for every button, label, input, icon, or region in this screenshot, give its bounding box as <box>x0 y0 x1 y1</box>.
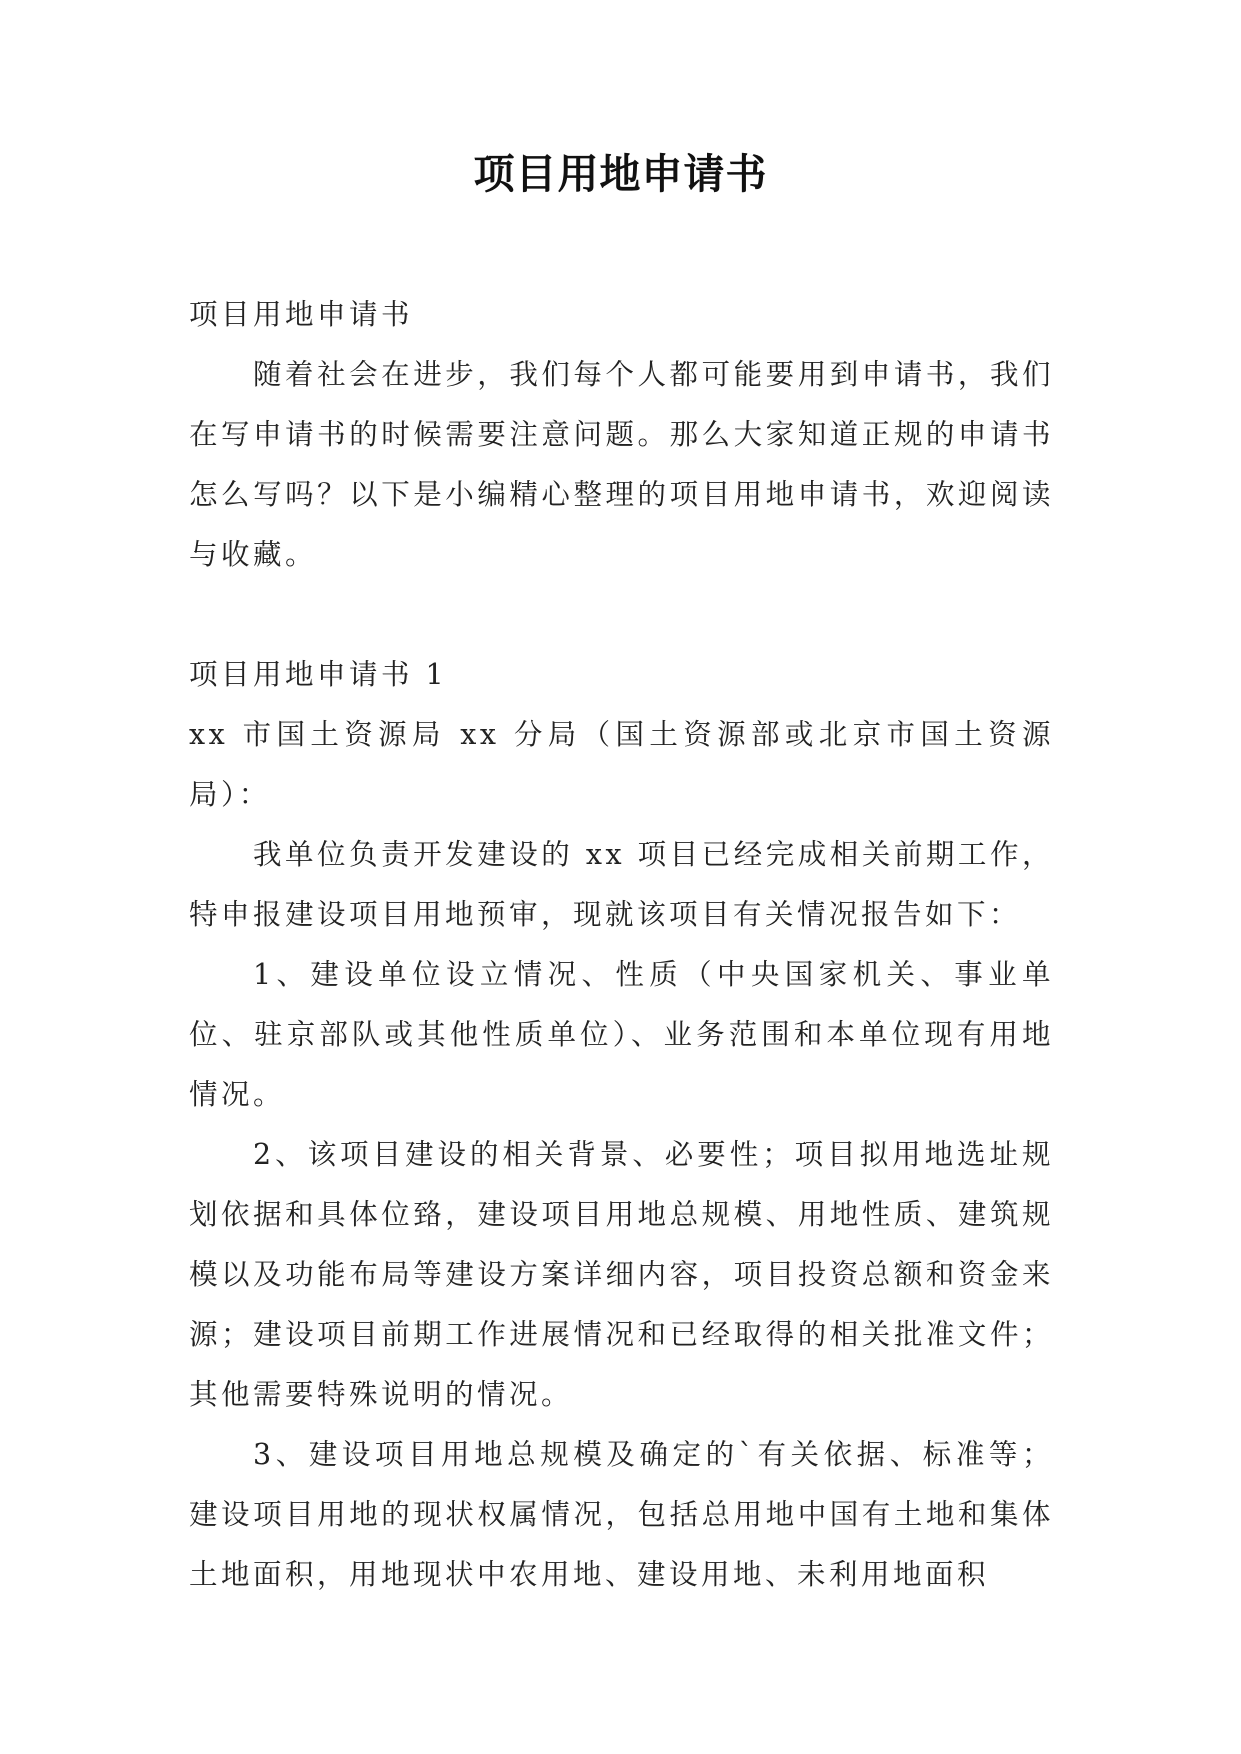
intro-paragraph: 随着社会在进步，我们每个人都可能要用到申请书，我们在写申请书的时候需要注意问题。那么大家知道正规的申请书怎么写吗？以下是小编精心整理的项目用地申请书，欢迎阅读与收藏。 <box>189 358 1054 571</box>
body-paragraph: 我单位负责开发建设的 xx 项目已经完成相关前期工作，特申报建设项目用地预审，现就该项目有关情况报告如下： <box>189 838 1054 931</box>
addressee-line: xx 市国土资源局 xx 分局（国土资源部或北京市国土资源局）： <box>189 718 1054 811</box>
list-item-1: 1、建设单位设立情况、性质（中央国家机关、事业单位、驻京部队或其他性质单位）、业务范围和本单位现有用地情况。 <box>189 958 1054 1111</box>
document-body <box>189 285 1054 1605</box>
list-item-2: 2、该项目建设的相关背景、必要性；项目拟用地选址规划依据和具体位臵，建设项目用地总规模、用地性质、建筑规模以及功能布局等建设方案详细内容，项目投资总额和资金来源；建设项目前期工作进展情况和已经取得的相关批准文件；其他需要特殊说明的情况。 <box>189 1138 1054 1411</box>
paragraph-spacer <box>189 585 1054 645</box>
document-title: 项目用地申请书 <box>473 150 768 198</box>
section-heading: 项目用地申请书 <box>189 298 414 331</box>
subsection-heading: 项目用地申请书 1 <box>189 658 448 691</box>
list-item-3: 3、建设项目用地总规模及确定的`有关依据、标准等；建设项目用地的现状权属情况，包括总用地中国有土地和集体土地面积，用地现状中农用地、建设用地、未利用地面积 <box>189 1438 1054 1591</box>
